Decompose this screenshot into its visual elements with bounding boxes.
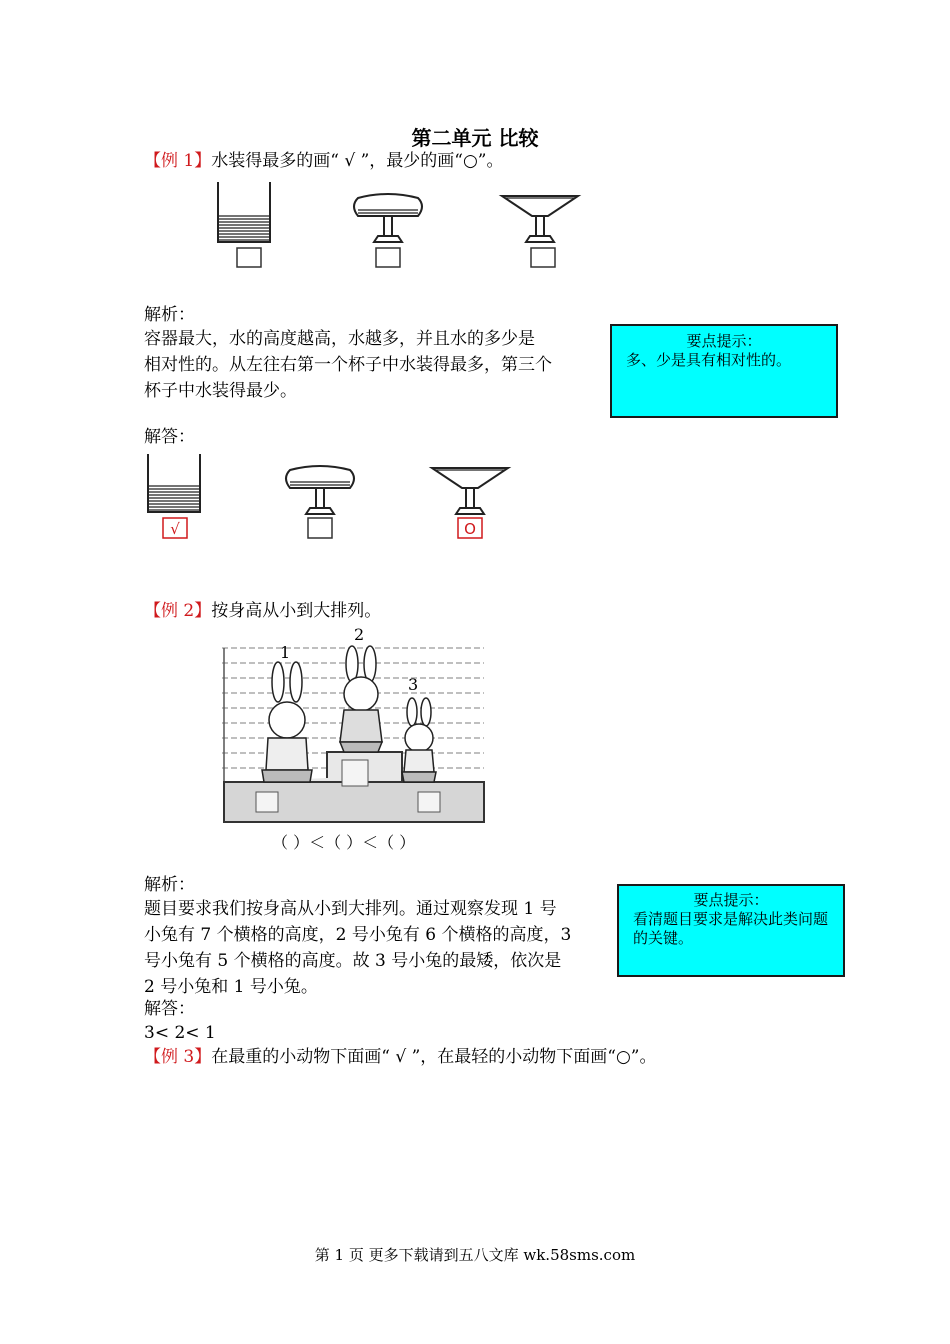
example-2-tag: 【例 2】 — [144, 601, 212, 621]
circle-mark: O — [464, 520, 476, 538]
check-mark: √ — [170, 520, 180, 538]
page-title: 第二单元 比较 — [411, 126, 539, 150]
rabbit-2-number: 2 — [354, 625, 365, 644]
analysis-line: 杯子中水装得最少。 — [144, 381, 297, 401]
bowl-cup-icon — [286, 466, 354, 514]
example-1-analysis-label: 解析： — [144, 305, 195, 325]
answer-box — [237, 248, 261, 267]
page-footer: 第 1 页 更多下载请到五八文库 wk.58sms.com — [314, 1246, 636, 1264]
rabbit-3-icon — [402, 698, 436, 782]
tip-text: 看清题目要求是解决此类问题的关键。 — [633, 910, 829, 947]
example-1-prompt: 水装得最多的画“ √ ”，最少的画“○”。 — [211, 151, 504, 171]
goblet-cup-icon — [432, 468, 508, 514]
example-1-analysis — [144, 326, 614, 404]
example-2-analysis-label: 解析： — [144, 875, 195, 895]
analysis-line: 2 号小兔和 1 号小兔。 — [144, 977, 318, 997]
bowl-cup-icon — [354, 194, 422, 242]
rabbit-1-number: 1 — [280, 643, 291, 662]
example-2-answer-label: 解答： — [144, 999, 195, 1019]
tip-text: 多、少是具有相对性的。 — [626, 351, 792, 369]
example-1-tip-box — [610, 324, 838, 418]
example-2-question — [144, 598, 381, 624]
answer-box — [376, 248, 400, 267]
tall-cup-icon — [218, 182, 270, 242]
example-2-tip-box — [617, 884, 845, 977]
example-3-prompt: 在最重的小动物下面画“ √ ”，在最轻的小动物下面画“○”。 — [211, 1047, 657, 1067]
example-3-tag: 【例 3】 — [144, 1047, 212, 1067]
example-2-answer: 3< 2< 1 — [144, 1023, 216, 1043]
analysis-line: 相对性的。从左往右第一个杯子中水装得最多，第三个 — [144, 355, 552, 375]
ordering-blanks: （ ）＜（ ）＜（ ） — [272, 833, 416, 852]
analysis-line: 容器最大，水的高度越高，水越多，并且水的多少是 — [144, 329, 535, 349]
podium-box — [342, 760, 368, 786]
podium-box — [256, 792, 278, 812]
tall-cup-icon — [148, 454, 200, 512]
example-3-question — [144, 1044, 656, 1070]
example-1-question — [144, 148, 503, 174]
analysis-line: 题目要求我们按身高从小到大排列。通过观察发现 1 号 — [144, 899, 557, 919]
rabbit-2-icon — [340, 646, 382, 752]
rabbit-1-icon — [262, 662, 312, 782]
example-1-tag: 【例 1】 — [144, 151, 212, 171]
answer-box — [531, 248, 555, 267]
goblet-cup-icon — [502, 196, 578, 242]
rabbits-height-figure — [222, 622, 484, 822]
tip-heading: 要点提示： — [686, 332, 762, 350]
analysis-line: 小兔有 7 个横格的高度，2 号小兔有 6 个横格的高度，3 — [144, 925, 572, 945]
example-2-prompt: 按身高从小到大排列。 — [211, 601, 382, 621]
rabbit-3-number: 3 — [408, 675, 419, 694]
tip-heading: 要点提示： — [693, 891, 769, 909]
analysis-line: 号小兔有 5 个横格的高度。故 3 号小兔的最矮，依次是 — [144, 951, 562, 971]
example-1-cups-figure — [200, 178, 620, 273]
podium-box — [418, 792, 440, 812]
example-1-answer-figure — [140, 450, 530, 545]
answer-box-empty — [308, 518, 332, 538]
example-1-answer-label: 解答： — [144, 427, 195, 447]
example-2-analysis — [144, 896, 614, 1000]
